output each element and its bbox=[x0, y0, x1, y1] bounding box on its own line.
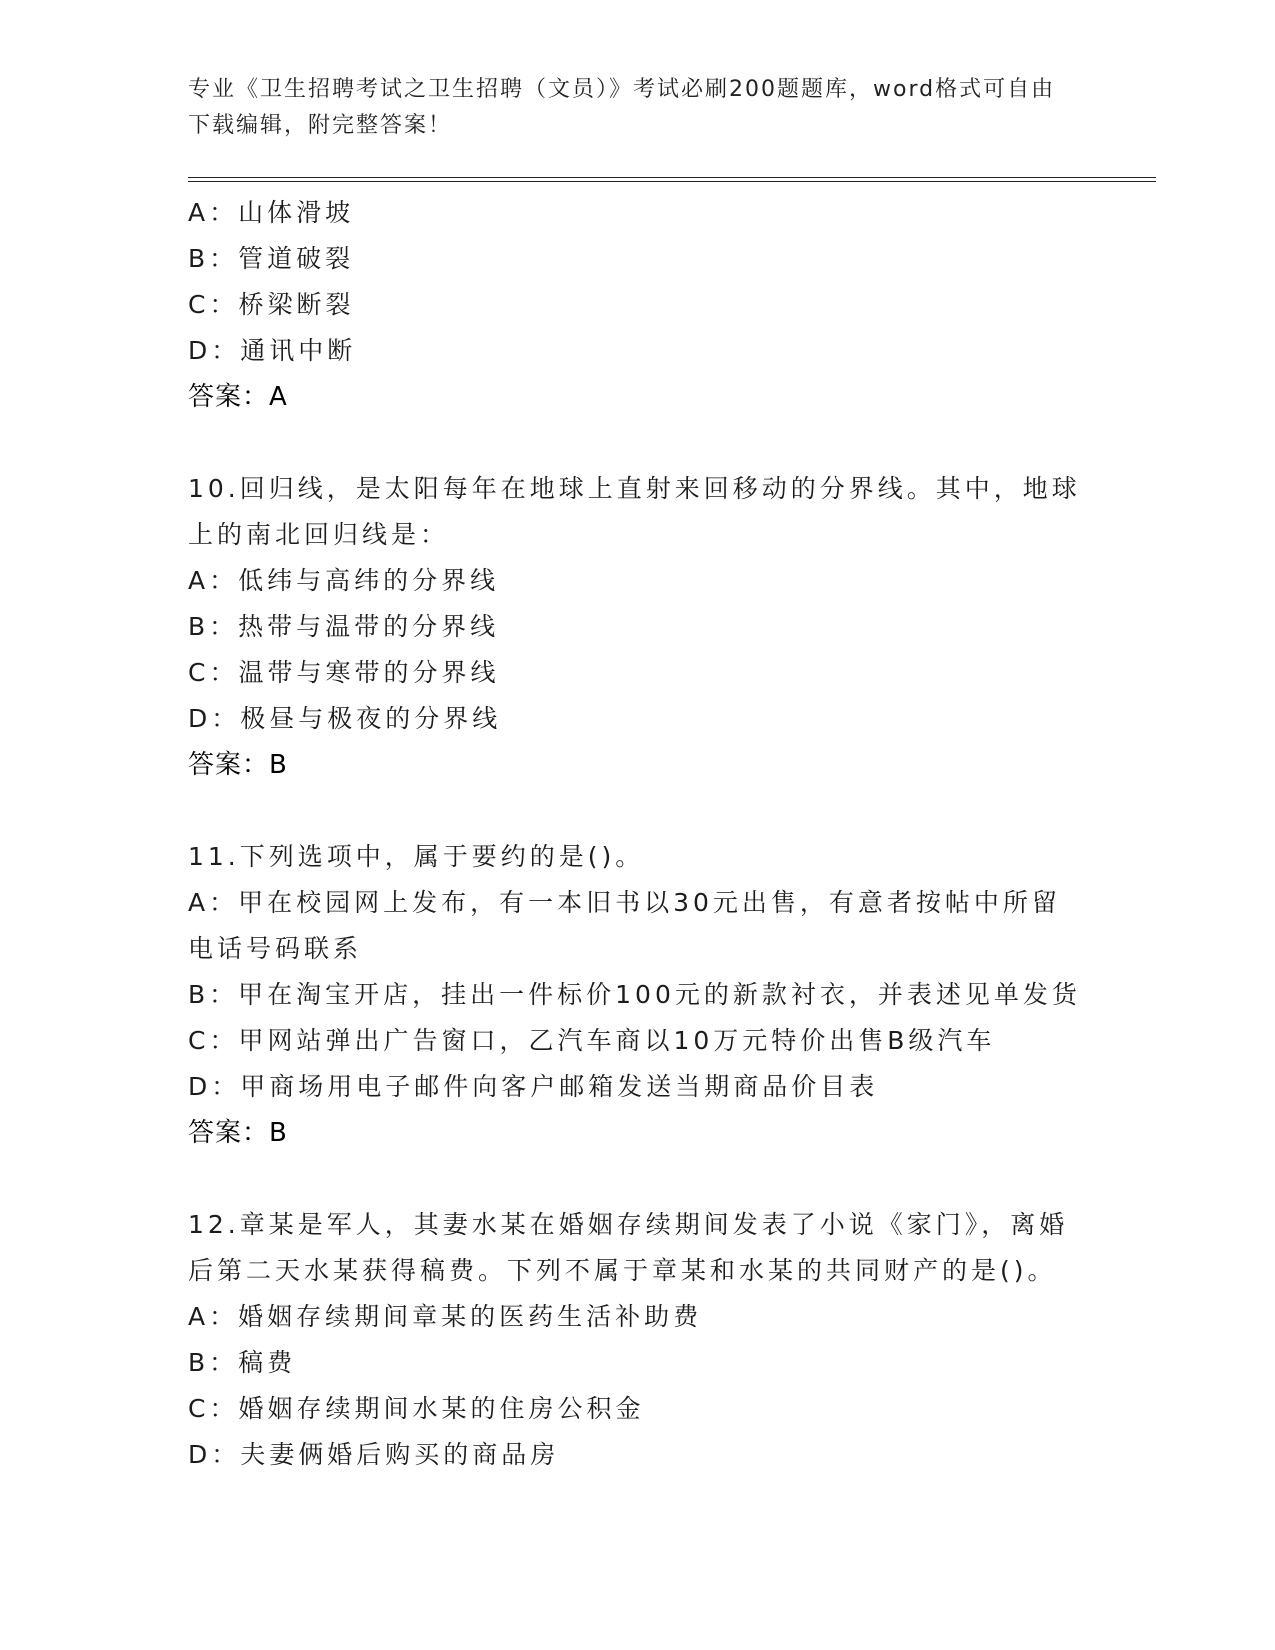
option-b: B：甲在淘宝开店，挂出一件标价100元的新款衬衣，并表述见单发货 bbox=[188, 980, 1081, 1009]
question-9 bbox=[188, 190, 1088, 420]
option-a: A：婚姻存续期间章某的医药生活补助费 bbox=[188, 1302, 703, 1331]
question-stem: 10.回归线，是太阳每年在地球上直射来回移动的分界线。其中，地球上的南北回归线是： bbox=[188, 474, 1081, 549]
option-d: D：夫妻俩婚后购买的商品房 bbox=[188, 1440, 560, 1469]
answer-value: B bbox=[269, 750, 288, 780]
option-b: B：管道破裂 bbox=[188, 244, 355, 273]
answer-label: 答案： bbox=[188, 750, 270, 780]
option-a: A：甲在校园网上发布，有一本旧书以30元出售，有意者按帖中所留电话号码联系 bbox=[188, 888, 1061, 963]
option-a: A：山体滑坡 bbox=[188, 198, 355, 227]
answer-label: 答案： bbox=[188, 382, 270, 412]
option-b: B：稿费 bbox=[188, 1348, 297, 1377]
spacer bbox=[188, 1156, 1088, 1202]
page-header: 专业《卫生招聘考试之卫生招聘（文员）》考试必刷200题题库，word格式可自由下载编辑，附完整答案！ bbox=[188, 77, 1056, 138]
spacer bbox=[188, 788, 1088, 834]
header-divider bbox=[188, 177, 1156, 182]
answer-label: 答案： bbox=[188, 1118, 270, 1148]
option-c: C：桥梁断裂 bbox=[188, 290, 355, 319]
question-10 bbox=[188, 466, 1088, 788]
question-12 bbox=[188, 1202, 1088, 1478]
question-stem: 11.下列选项中，属于要约的是()。 bbox=[188, 842, 645, 871]
option-c: C：婚姻存续期间水某的住房公积金 bbox=[188, 1394, 645, 1423]
answer-line bbox=[188, 742, 1088, 788]
option-d: D：极昼与极夜的分界线 bbox=[188, 704, 502, 733]
option-a: A：低纬与高纬的分界线 bbox=[188, 566, 500, 595]
spacer bbox=[188, 420, 1088, 466]
question-11 bbox=[188, 834, 1088, 1156]
question-list bbox=[188, 190, 1088, 1478]
answer-line bbox=[188, 374, 1088, 420]
option-c: C：温带与寒带的分界线 bbox=[188, 658, 500, 687]
answer-value: A bbox=[269, 382, 288, 412]
option-c: C：甲网站弹出广告窗口，乙汽车商以10万元特价出售B级汽车 bbox=[188, 1026, 996, 1055]
option-d: D：通讯中断 bbox=[188, 336, 357, 365]
answer-line bbox=[188, 1110, 1088, 1156]
option-d: D：甲商场用电子邮件向客户邮箱发送当期商品价目表 bbox=[188, 1072, 879, 1101]
answer-value: B bbox=[269, 1118, 288, 1148]
question-stem: 12.章某是军人，其妻水某在婚姻存续期间发表了小说《家门》，离婚后第二天水某获得稿费。下列不属于章某和水某的共同财产的是()。 bbox=[188, 1210, 1069, 1285]
option-b: B：热带与温带的分界线 bbox=[188, 612, 500, 641]
